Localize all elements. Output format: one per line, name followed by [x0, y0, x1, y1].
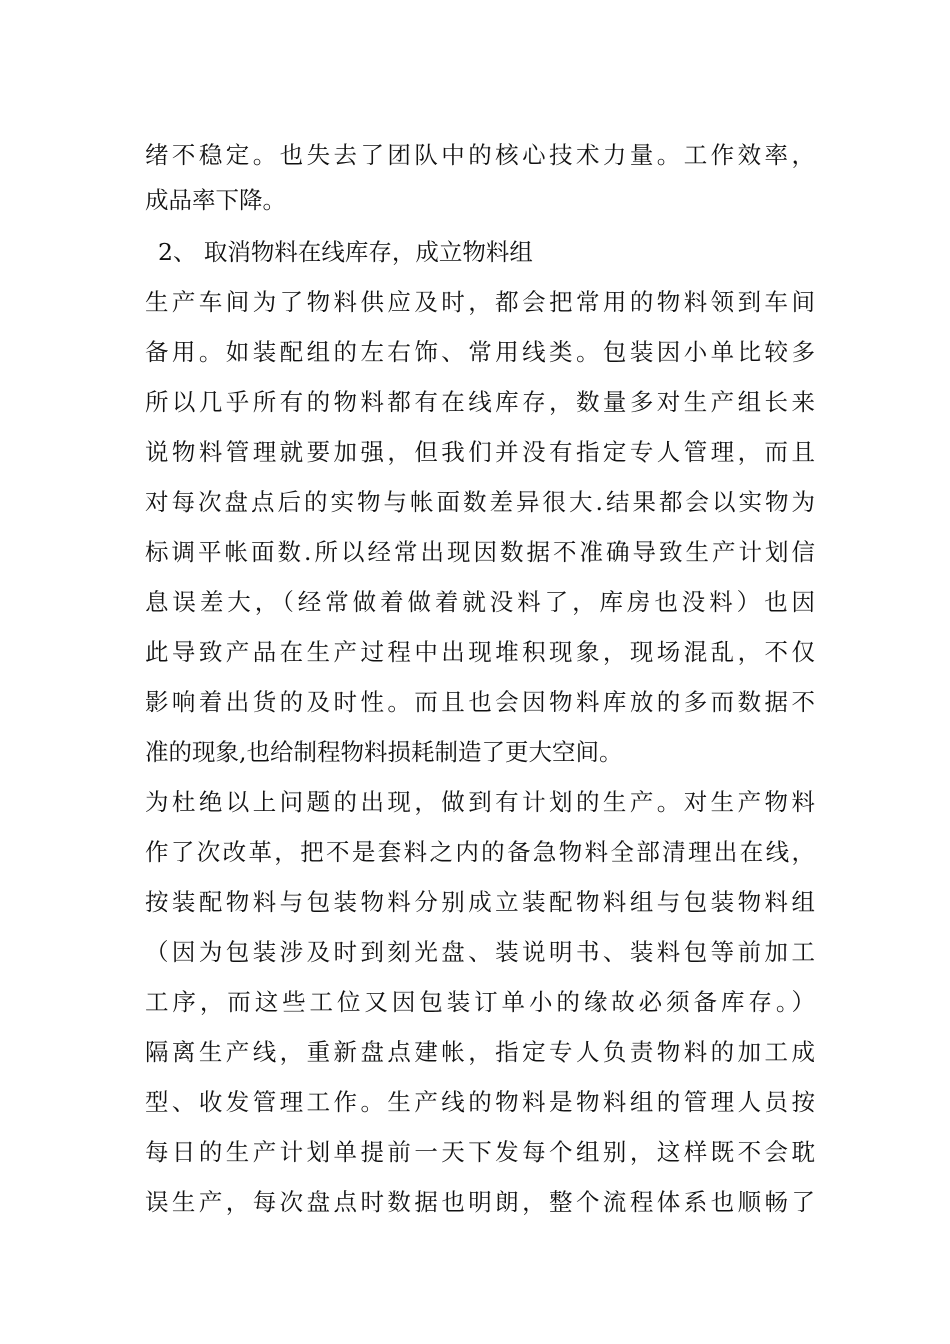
- text-line: 对每次盘点后的实物与帐面数差异很大.结果都会以实物为: [145, 488, 815, 516]
- text-line: 生产车间为了物料供应及时，都会把常用的物料领到车间: [145, 288, 815, 316]
- text-line: 标调平帐面数.所以经常出现因数据不准确导致生产计划信: [145, 538, 815, 566]
- text-line: 影响着出货的及时性。而且也会因物料库放的多而数据不: [145, 688, 815, 716]
- text-line: 按装配物料与包装物料分别成立装配物料组与包装物料组: [145, 888, 815, 916]
- text-line: 工序，而这些工位又因包装订单小的缘故必须备库存。）: [145, 988, 815, 1016]
- text-line: 成品率下降。: [145, 186, 286, 214]
- text-line: 隔离生产线，重新盘点建帐，指定专人负责物料的加工成: [145, 1038, 815, 1066]
- text-line: 说物料管理就要加强，但我们并没有指定专人管理，而且: [145, 438, 815, 466]
- text-line: （因为包装涉及时到刻光盘、装说明书、装料包等前加工: [145, 938, 815, 966]
- text-line: 作了次改革，把不是套料之内的备急物料全部清理出在线，: [145, 838, 815, 866]
- text-line: 型、收发管理工作。生产线的物料是物料组的管理人员按: [145, 1088, 815, 1116]
- text-line: 每日的生产计划单提前一天下发每个组别，这样既不会耽: [145, 1138, 815, 1166]
- text-line: 准的现象,也给制程物料损耗制造了更大空间。: [145, 738, 623, 766]
- text-line: 备用。如装配组的左右饰、常用线类。包装因小单比较多: [145, 338, 815, 366]
- text-line: 绪不稳定。也失去了团队中的核心技术力量。工作效率，: [145, 141, 815, 169]
- text-line: 为杜绝以上问题的出现，做到有计划的生产。对生产物料: [145, 788, 815, 816]
- text-line: 息误差大，（经常做着做着就没料了，库房也没料）也因: [145, 588, 815, 616]
- text-line: 所以几乎所有的物料都有在线库存，数量多对生产组长来: [145, 388, 815, 416]
- text-line: 误生产，每次盘点时数据也明朗，整个流程体系也顺畅了: [145, 1188, 815, 1216]
- text-line: 此导致产品在生产过程中出现堆积现象，现场混乱，不仅: [145, 638, 815, 666]
- section-heading: 2、 取消物料在线库存，成立物料组: [158, 238, 533, 266]
